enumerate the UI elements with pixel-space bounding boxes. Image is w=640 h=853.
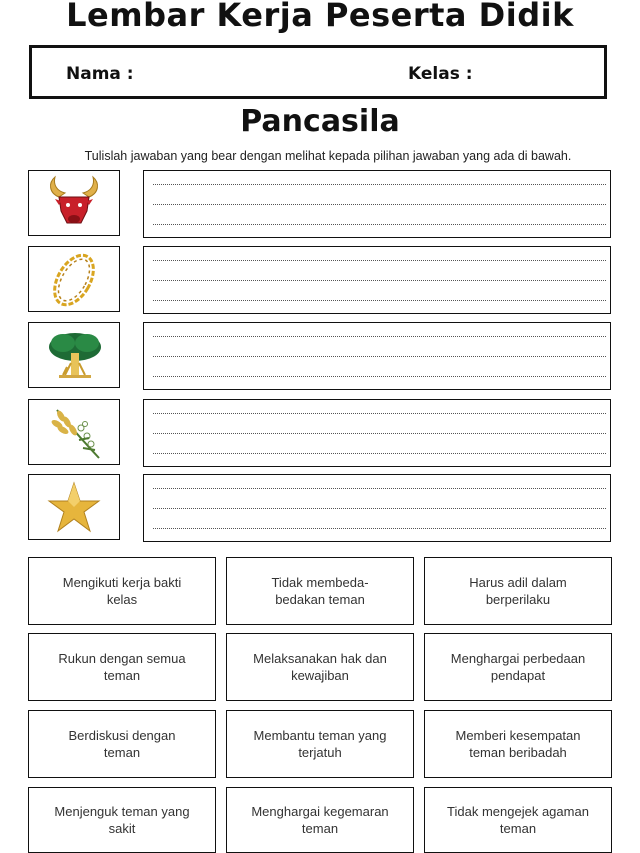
- answer-card[interactable]: Menghargai perbedaan pendapat: [424, 633, 612, 701]
- symbol-box-2: [28, 246, 120, 312]
- rice-cotton-icon: [29, 400, 119, 464]
- instruction-text: Tulislah jawaban yang bear dengan melihat kepada pilihan jawaban yang ada di bawah.: [84, 149, 572, 163]
- answer-lines-2[interactable]: [143, 246, 611, 314]
- answer-card[interactable]: Berdiskusi dengan teman: [28, 710, 216, 778]
- answer-lines-1[interactable]: [143, 170, 611, 238]
- banyan-tree-icon: [29, 323, 119, 387]
- answer-card[interactable]: Tidak membeda- bedakan teman: [226, 557, 414, 625]
- answer-lines-5[interactable]: [143, 474, 611, 542]
- symbol-box-4: [28, 399, 120, 465]
- answer-card[interactable]: Melaksanakan hak dan kewajiban: [226, 633, 414, 701]
- answer-card[interactable]: Menghargai kegemaran teman: [226, 787, 414, 853]
- answer-card[interactable]: Membantu teman yang terjatuh: [226, 710, 414, 778]
- answer-card[interactable]: Menjenguk teman yang sakit: [28, 787, 216, 853]
- answer-card[interactable]: Tidak mengejek agaman teman: [424, 787, 612, 853]
- answer-lines-3[interactable]: [143, 322, 611, 390]
- answer-card[interactable]: Memberi kesempatan teman beribadah: [424, 710, 612, 778]
- student-info-box: [29, 45, 607, 99]
- symbol-box-5: [28, 474, 120, 540]
- gold-star-icon: [29, 475, 119, 539]
- answer-card[interactable]: Rukun dengan semua teman: [28, 633, 216, 701]
- name-label: Nama :: [66, 64, 134, 84]
- answer-lines-4[interactable]: [143, 399, 611, 467]
- bull-head-icon: [29, 171, 119, 235]
- worksheet-title: Lembar Kerja Peserta Didik: [66, 0, 574, 34]
- symbol-box-3: [28, 322, 120, 388]
- answer-card[interactable]: Mengikuti kerja bakti kelas: [28, 557, 216, 625]
- class-label: Kelas :: [408, 64, 473, 84]
- symbol-box-1: [28, 170, 120, 236]
- answer-card[interactable]: Harus adil dalam berperilaku: [424, 557, 612, 625]
- topic-title: Pancasila: [240, 104, 400, 139]
- gold-chain-icon: [29, 247, 119, 311]
